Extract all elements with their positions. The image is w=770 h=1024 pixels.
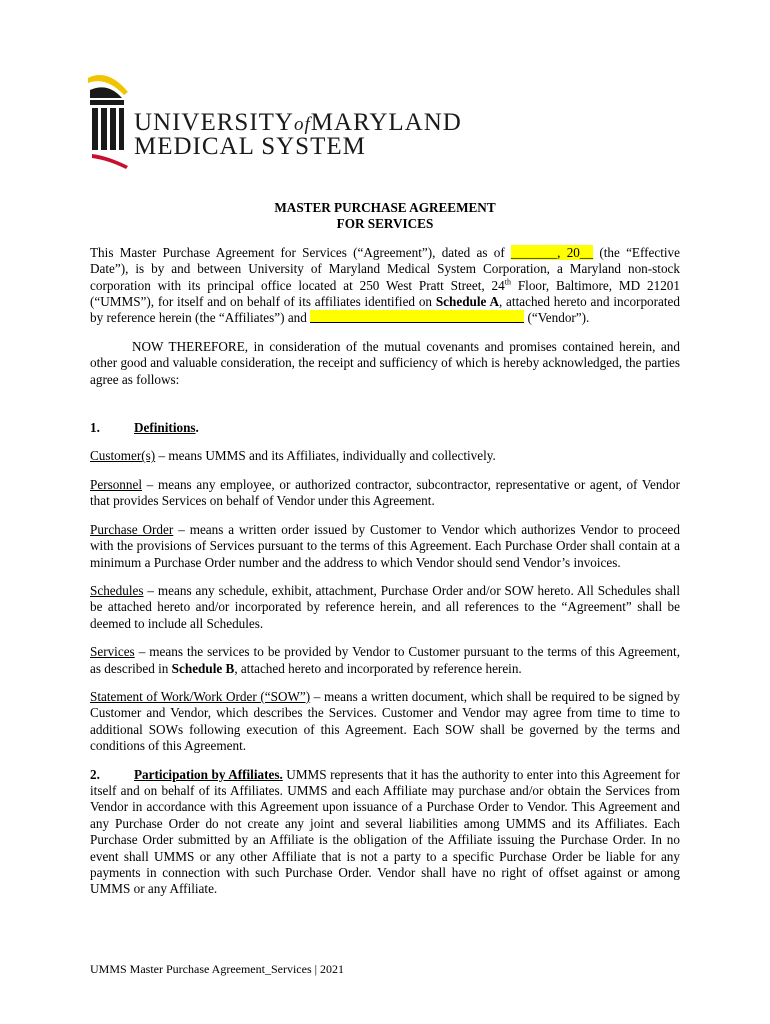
agreement-body [90, 200, 680, 898]
definition-customer: Customer(s) – means UMMS and its Affiliates, individually and collectively. [90, 448, 496, 464]
section-1-heading: 1. Definitions. [90, 420, 199, 436]
logo-maryland: MARYLAND [310, 109, 462, 136]
schedule-a-ref: Schedule A [435, 294, 499, 310]
effective-date-field[interactable]: _______, 20__ [510, 244, 594, 260]
recitals-paragraph: NOW THEREFORE, in consideration of the mutual covenants and promises contained herein, and other good and valuable consideration, the receipt and sufficiency of which is hereby acknowledged, the parties agree as follows: [90, 338, 680, 387]
page-title: MASTER PURCHASE AGREEMENT [274, 200, 496, 215]
logo-of: of [294, 114, 311, 135]
logo-medical-system: MEDICAL SYSTEM [134, 133, 366, 160]
definition-personnel: Personnel – means any employee, or authorized contractor, subcontractor, representative or agent, of Vendor that provides Services on behalf of Vendor under this Agreement. [90, 476, 680, 509]
schedule-b-ref: Schedule B [171, 660, 235, 676]
page-footer: UMMS Master Purchase Agreement_Services | 2021 [90, 962, 345, 976]
definition-services: Services – means the services to be provided by Vendor to Customer pursuant to the terms of this Agreement, as described in Schedule B, attached hereto and incorporated by reference herein. [90, 644, 680, 676]
definition-sow: Statement of Work/Work Order (“SOW”) – means a written document, which shall be required to be signed by Customer and Vendor, which describes the Services. Customer and Vendor may agree from time to time to additional SOWs following execution of this Agreement. Each SOW shall be governed by the terms and conditions of this Agreement. [90, 688, 680, 754]
definition-purchase-order: Purchase Order – means a written order issued by Customer to Vendor which authorizes Vendor to proceed with the provisions of Services pursuant to the terms of this Agreement. Each Purchase Order shall contain at a minimum a Purchase Order number and the address to which Vendor should send Vendor’s invoices. [90, 521, 681, 570]
intro-paragraph: This Master Purchase Agreement for Services (“Agreement”), dated as of _______, 20__ (the “Effective Date”), is by and between University of Maryland Medical System Corporation, a Maryland non-stock corporation with its principal office located at 250 West Pratt Street, 24th Floor, Baltimore, MD 21201 (“UMMS”), for itself and on behalf of its affiliates identified on Schedule A, attached hereto and incorporated by reference herein (the “Affiliates”) and (“Vendor”). [90, 244, 680, 326]
vendor-name-field[interactable] [310, 310, 524, 323]
section-2-heading: Participation by Affiliates. [134, 766, 283, 782]
definition-schedules: Schedules – means any schedule, exhibit, attachment, Purchase Order and/or SOW hereto. All Schedules shall be attached hereto and/or incorporated by reference herein, and all references to the “Agreement” shall be deemed to include all Schedules. [90, 582, 680, 631]
section-2-paragraph: 2. Participation by Affiliates. UMMS represents that it has the authority to enter into this Agreement for itself and on behalf of its Affiliates. UMMS and each Affiliate may purchase and/or obtain the Services from Vendor in accordance with this Agreement upon issuance of a Purchase Order to Vendor. This Agreement and any Purchase Order do not create any joint and several liabilities among UMMS and its Affiliates. Each Purchase Order submitted by an Affiliate is the obligation of the Affiliate issuing the Purchase Order. In no event shall UMMS or any other Affiliate that is not a party to a specific Purchase Order be liable for any payments in connection with such Purchase Order. Vendor shall have no right of offset against or among UMMS or any Affiliate. [90, 766, 680, 897]
page-subtitle: FOR SERVICES [336, 216, 434, 232]
logo-university: UNIVERSITY [134, 109, 294, 136]
